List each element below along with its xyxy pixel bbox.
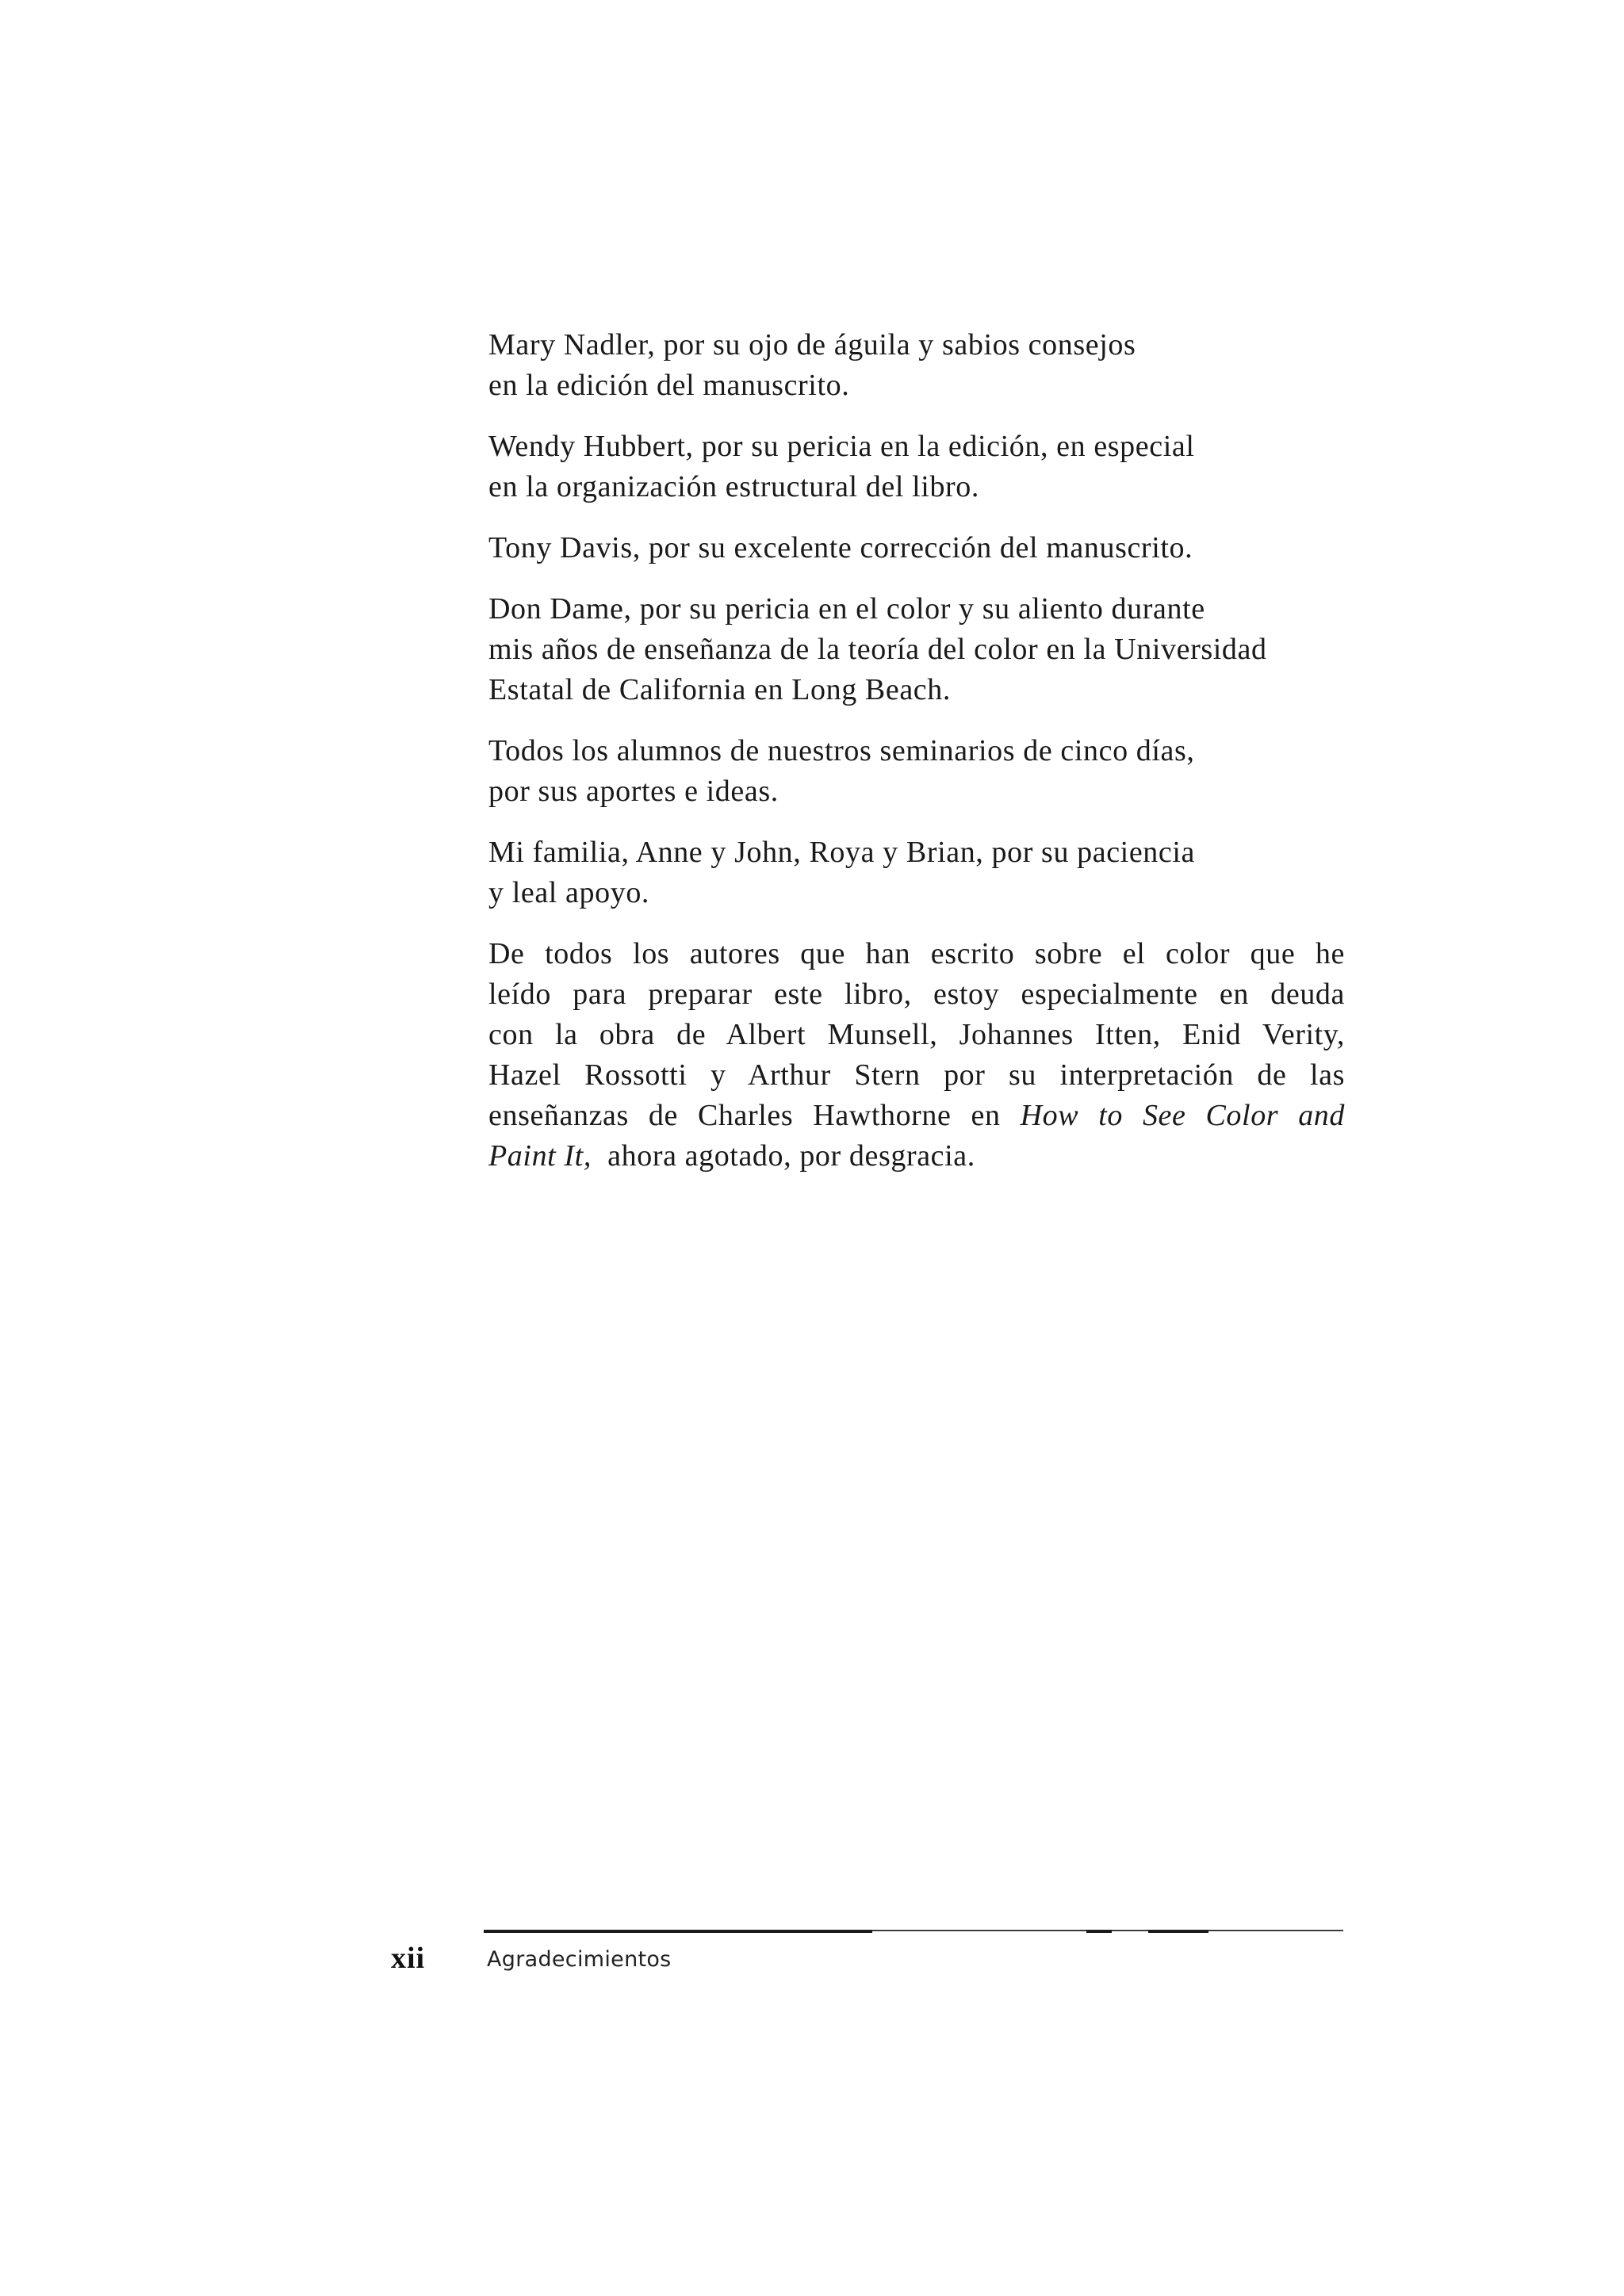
running-head: Agradecimientos: [487, 1947, 672, 1972]
footer-rule-accent: [1086, 1930, 1112, 1933]
text-line-with-title: [488, 1096, 1345, 1136]
text-line: y leal apoyo.: [488, 876, 650, 909]
text-line: Mi familia, Anne y John, Roya y Brian, por su paciencia: [488, 836, 1195, 869]
book-title-italic: Paint It,: [488, 1139, 592, 1173]
text-line: Estatal de California en Long Beach.: [488, 673, 951, 706]
text-line: Todos los alumnos de nuestros seminarios de cinco días,: [488, 734, 1195, 767]
paragraph-alumnos: [488, 731, 1345, 812]
paragraph-autores: [488, 934, 1345, 1177]
text-line: Wendy Hubbert, por su pericia en la edición, en especial: [488, 430, 1195, 463]
text-line: en la organización estructural del libro.: [488, 470, 979, 503]
text-line: con la obra de Albert Munsell, Johannes Itten, Enid Verity,: [488, 1018, 1345, 1051]
paragraph-davis: [488, 528, 1345, 568]
footer-rule: [484, 1930, 1343, 1931]
text-line: Don Dame, por su pericia en el color y su aliento durante: [488, 592, 1205, 626]
text-line: Mary Nadler, por su ojo de águila y sabios consejos: [488, 328, 1136, 362]
paragraph-hubbert: [488, 427, 1345, 507]
text-line: Hazel Rossotti y Arthur Stern por su interpretación de las: [488, 1058, 1345, 1092]
book-title-italic: How to See Color and: [1020, 1099, 1345, 1132]
page-number: xii: [391, 1942, 426, 1975]
paragraph-dame: [488, 589, 1345, 710]
text-line: por sus aportes e ideas.: [488, 775, 779, 808]
text-segment: enseñanzas de Charles Hawthorne en: [488, 1099, 1001, 1132]
text-segment: ahora agotado, por desgracia.: [607, 1139, 975, 1173]
footer-rule-accent: [1148, 1930, 1208, 1933]
text-line: Tony Davis, por su excelente corrección del manuscrito.: [488, 531, 1193, 564]
text-line: leído para preparar este libro, estoy especialmente en deuda: [488, 978, 1345, 1011]
text-line-with-title: [488, 1136, 1345, 1177]
paragraph-nadler: [488, 325, 1345, 406]
text-line: en la edición del manuscrito.: [488, 369, 850, 402]
footer-rule-accent: [484, 1930, 872, 1933]
acknowledgements-text: [488, 325, 1345, 1197]
paragraph-familia: [488, 832, 1345, 913]
text-line: De todos los autores que han escrito sobre el color que he: [488, 937, 1345, 970]
text-line: mis años de enseñanza de la teoría del color en la Universidad: [488, 633, 1267, 666]
